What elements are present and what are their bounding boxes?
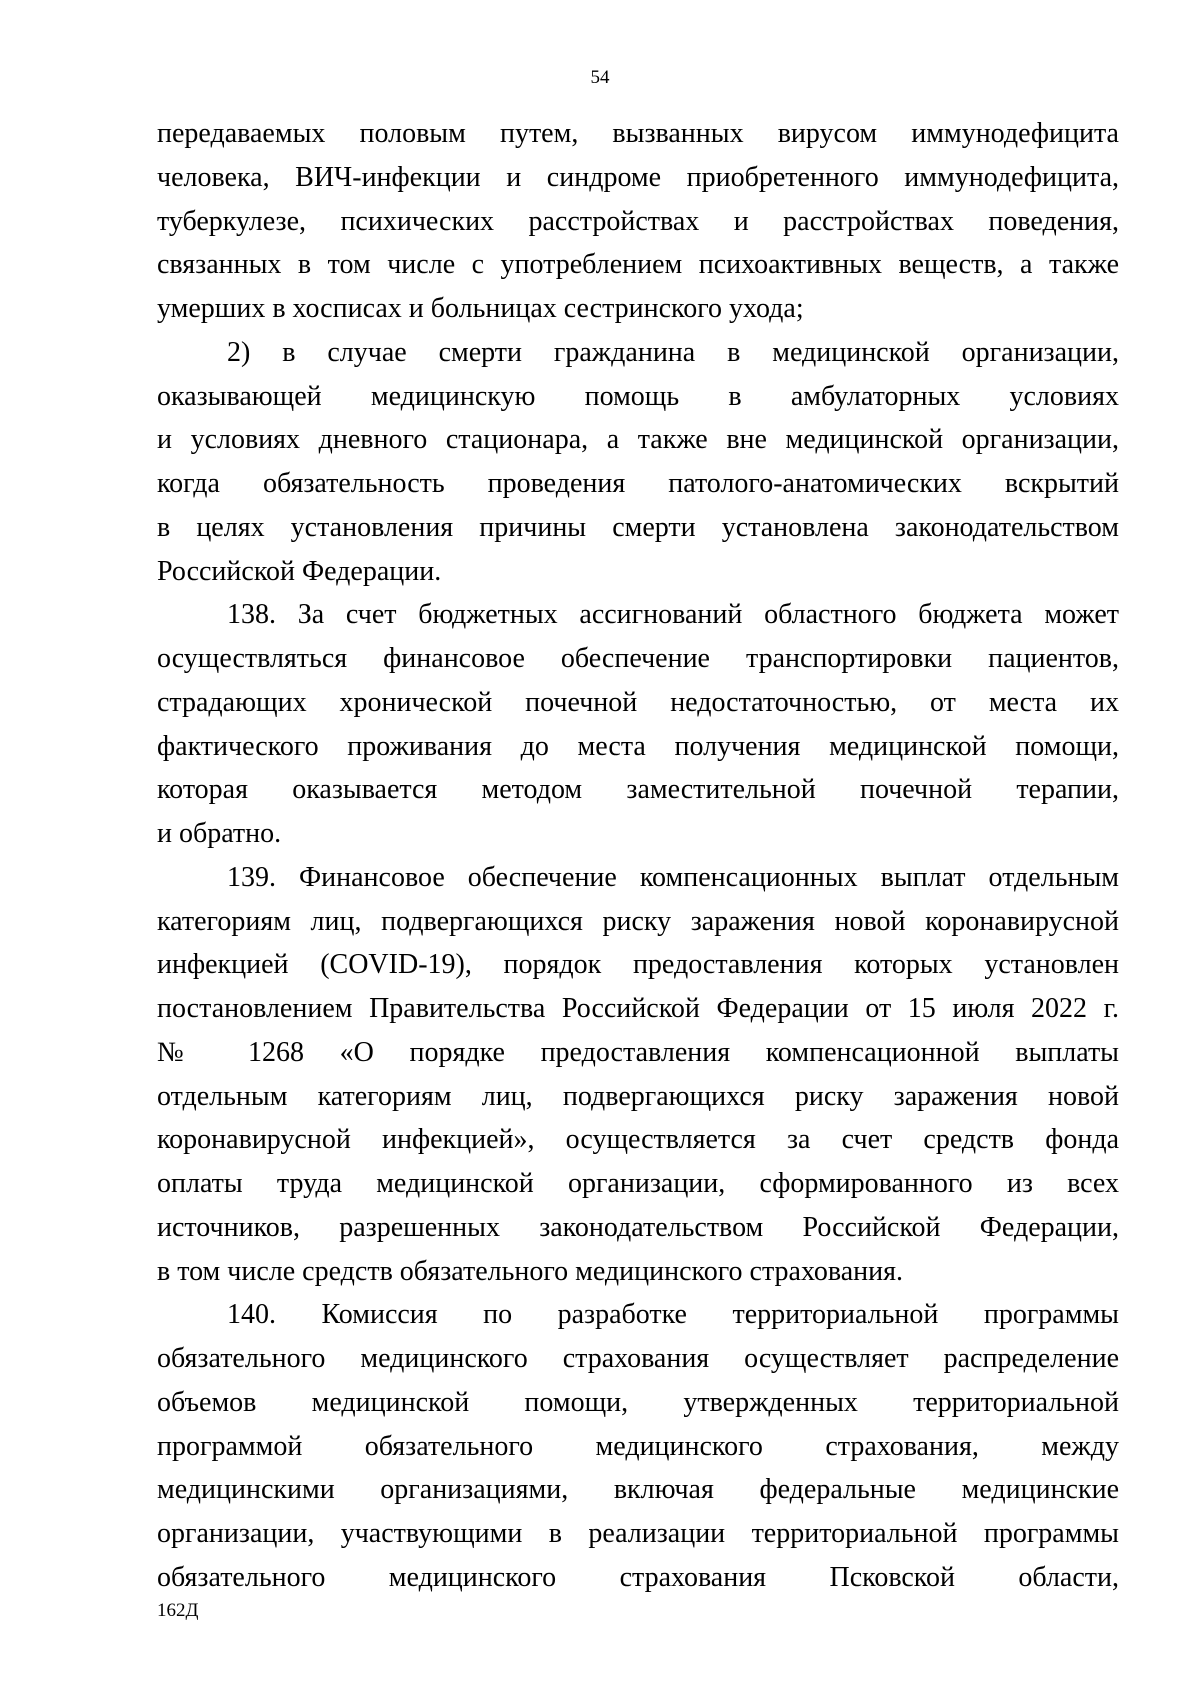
text-line: обязательного медицинского страхования Псковской области, — [157, 1561, 1119, 1593]
document-body — [157, 112, 1119, 1600]
text-line: инфекцией (COVID-19), порядок предоставления которых установлен — [157, 949, 1119, 981]
text-line: 139. Финансовое обеспечение компенсационных выплат отдельным — [227, 861, 1119, 893]
text-line: фактического проживания до места получения медицинской помощи, — [157, 730, 1119, 762]
text-line: источников, разрешенных законодательством Российской Федерации, — [157, 1211, 1119, 1243]
page-number: 54 — [590, 67, 610, 88]
text-line: 138. За счет бюджетных ассигнований областного бюджета может — [227, 599, 1119, 631]
text-line: передаваемых половым путем, вызванных вирусом иммунодефицита — [157, 118, 1119, 149]
text-line: связанных в том числе с употреблением психоактивных веществ, а также — [157, 249, 1119, 281]
text-line: 2) в случае смерти гражданина в медицинской организации, — [227, 336, 1119, 368]
text-line: осуществляться финансовое обеспечение транспортировки пациентов, — [157, 643, 1119, 674]
text-line: оказывающей медицинскую помощь в амбулаторных условиях — [157, 380, 1119, 412]
text-line: 140. Комиссия по разработке территориальной программы — [227, 1299, 1119, 1331]
text-line: умерших в хосписах и больницах сестринского ухода; — [157, 293, 804, 324]
text-line: медицинскими организациями, включая федеральные медицинские — [157, 1474, 1119, 1506]
text-line: категориям лиц, подвергающихся риску заражения новой коронавирусной — [157, 905, 1119, 937]
text-line: в целях установления причины смерти установлена законодательством — [157, 511, 1119, 543]
text-line: которая оказывается методом заместительной почечной терапии, — [157, 774, 1119, 806]
text-line: туберкулезе, психических расстройствах и расстройствах поведения, — [157, 205, 1119, 237]
text-line: страдающих хронической почечной недостаточностью, от места их — [157, 686, 1119, 718]
text-line: и условиях дневного стационара, а также вне медицинской организации, — [157, 424, 1119, 456]
text-line: и обратно. — [157, 818, 282, 849]
text-line: программой обязательного медицинского страхования, между — [157, 1430, 1119, 1462]
text-line: постановлением Правительства Российской Федерации от 15 июля 2022 г. — [157, 993, 1119, 1024]
text-line: организации, участвующими в реализации территориальной программы — [157, 1518, 1119, 1549]
text-line: человека, ВИЧ-инфекции и синдроме приобретенного иммунодефицита, — [157, 161, 1119, 193]
text-line: № 1268 «О порядке предоставления компенсационной выплаты — [157, 1036, 1119, 1068]
text-line: отдельным категориям лиц, подвергающихся риску заражения новой — [157, 1080, 1119, 1112]
text-line: обязательного медицинского страхования осуществляет распределение — [157, 1343, 1119, 1374]
text-line: когда обязательность проведения патолого-анатомических вскрытий — [157, 468, 1119, 499]
text-line: объемов медицинской помощи, утвержденных территориальной — [157, 1386, 1119, 1418]
text-line: коронавирусной инфекцией», осуществляется за счет средств фонда — [157, 1124, 1119, 1156]
document-code: 162Д — [157, 1600, 199, 1621]
text-line: Российской Федерации. — [157, 555, 442, 587]
text-line: оплаты труда медицинской организации, сформированного из всех — [157, 1168, 1119, 1199]
text-line: в том числе средств обязательного медицинского страхования. — [157, 1255, 904, 1287]
